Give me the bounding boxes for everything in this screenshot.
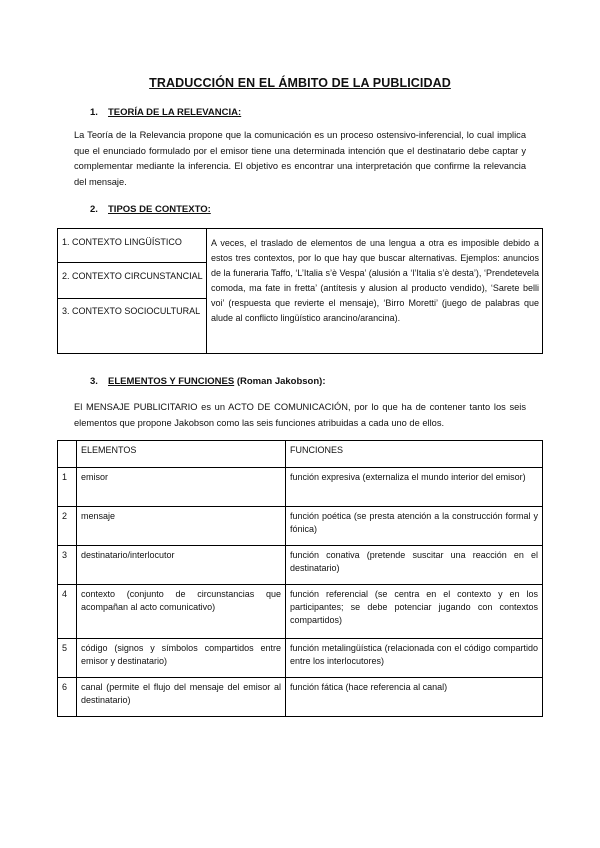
context-item-sociocultural: 3. CONTEXTO SOCIOCULTURAL <box>62 306 201 316</box>
row-funcion: función referencial (se centra en el contexto y en los participantes; se debe potenciar jugando con contextos compartidos) <box>286 585 543 639</box>
table-row <box>58 507 543 546</box>
row-funcion: función poética (se presta atención a la construcción formal y fónica) <box>286 507 543 546</box>
header-number <box>58 441 77 468</box>
context-item-linguistico: 1. CONTEXTO LINGÜÍSTICO <box>62 237 182 247</box>
header-funciones: FUNCIONES <box>286 441 543 468</box>
row-number: 3 <box>58 546 77 585</box>
row-elemento: emisor <box>77 468 286 507</box>
context-item-circunstancial: 2. CONTEXTO CIRCUNSTANCIAL <box>62 271 203 281</box>
context-description: A veces, el traslado de elementos de una lengua a otra es imposible debido a estos tres contextos, por lo que hay que buscar alternativas. Ejemplos: anuncios de la funeraria Taffo, ‘L’Italia s’è Vespa’ (alusión a ‘l’Italia s’è desta’), ‘Prendetevela comoda, ma fate in fretta’ (antítesis y alusion al producto vendido), ‘Sarete belli voi’ (respuesta que revierte el mensaje), ‘Birro Moretti’ (juego de palabras que alude al conflicto lingüístico arancino/arancina). <box>211 238 539 323</box>
table-header-row <box>58 441 543 468</box>
table-row <box>58 468 543 507</box>
row-number: 1 <box>58 468 77 507</box>
elements-functions-table <box>57 440 543 717</box>
header-elementos: ELEMENTOS <box>77 441 286 468</box>
row-elemento: canal (permite el flujo del mensaje del emisor al destinatario) <box>77 678 286 717</box>
row-number: 4 <box>58 585 77 639</box>
context-table <box>57 228 543 354</box>
row-funcion: función expresiva (externaliza el mundo interior del emisor) <box>286 468 543 507</box>
table-row <box>58 585 543 639</box>
row-elemento: mensaje <box>77 507 286 546</box>
section3-number: 3. <box>90 376 98 387</box>
row-funcion: función fática (hace referencia al canal) <box>286 678 543 717</box>
section3-heading <box>90 376 326 387</box>
context-divider <box>58 262 206 263</box>
context-divider <box>58 298 206 299</box>
row-elemento: contexto (conjunto de circunstancias que acompañan al acto comunicativo) <box>77 585 286 639</box>
row-funcion: función conativa (pretende suscitar una reacción en el destinatario) <box>286 546 543 585</box>
section2-title: TIPOS DE CONTEXTO: <box>108 204 211 215</box>
table-row <box>58 546 543 585</box>
section2-heading <box>90 204 211 215</box>
row-funcion: función metalingüística (relacionada con el código compartido entre los interlocutores) <box>286 639 543 678</box>
section1-paragraph: La Teoría de la Relevancia propone que la comunicación es un proceso ostensivo-inferencial, lo cual implica que el enunciado formulado por el emisor tiene una determinada intención que el destinatario debe captar y complementar mediante la inferencia. El objetivo es encontrar una interpretación que confirme la relevancia del mensaje. <box>74 130 526 187</box>
section3-title: ELEMENTOS Y FUNCIONES <box>108 376 235 387</box>
row-number: 5 <box>58 639 77 678</box>
row-elemento: destinatario/interlocutor <box>77 546 286 585</box>
section1-title: TEORÍA DE LA RELEVANCIA: <box>108 107 242 118</box>
table-row <box>58 639 543 678</box>
row-elemento: código (signos y símbolos compartidos entre emisor y destinatario) <box>77 639 286 678</box>
section1-number: 1. <box>90 107 98 118</box>
row-number: 2 <box>58 507 77 546</box>
section3-subtitle: (Roman Jakobson): <box>236 376 326 387</box>
context-list <box>58 229 207 353</box>
section3-paragraph: El MENSAJE PUBLICITARIO es un ACTO DE COMUNICACIÓN, por lo que ha de contener tanto los seis elementos que propone Jakobson como las seis funciones atribuidas a cada uno de ellos. <box>74 402 526 428</box>
section1-heading <box>90 107 241 118</box>
section2-number: 2. <box>90 204 98 215</box>
table-row <box>58 678 543 717</box>
row-number: 6 <box>58 678 77 717</box>
document-title: TRADUCCIÓN EN EL ÁMBITO DE LA PUBLICIDAD <box>149 76 451 90</box>
